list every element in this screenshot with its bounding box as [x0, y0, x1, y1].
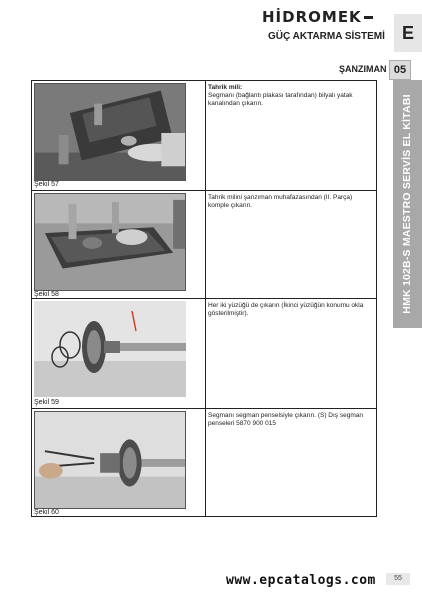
photo-figure-57 [34, 83, 186, 181]
section-letter-tab: E [394, 14, 422, 52]
step-text: Segmanı segman penselsiyle çıkarın. (S) Dış segman penseleri 5870 900 015 [208, 412, 363, 427]
page-number: 55 [386, 573, 410, 585]
table-row [32, 191, 376, 299]
table-row [32, 299, 376, 409]
watermark-url: www.epcatalogs.com [226, 573, 376, 588]
step-text: Tahrik milini şanzıman muhafazasından (II. Parça) komple çıkarın. [208, 194, 353, 209]
chapter-title: ŞANZIMAN [339, 64, 387, 74]
brand-dash-icon [364, 16, 373, 19]
section-title: GÜÇ AKTARMA SİSTEMİ [268, 31, 385, 42]
step-description [208, 194, 373, 210]
brand-name: HİDROMEK [262, 8, 362, 26]
table-row [32, 409, 376, 518]
step-text: Her iki yüzüğü de çıkarın (İkinci yüzüğün konumu okla gösterilmiştir). [208, 302, 364, 317]
brand-logo [262, 8, 373, 26]
photo-figure-58 [34, 193, 186, 291]
table-row [32, 81, 376, 191]
step-title: Tahrik mili: [208, 84, 243, 91]
figure-caption: Şekil 57 [34, 181, 59, 188]
figure-caption: Şekil 58 [34, 291, 59, 298]
photo-figure-59 [34, 301, 186, 397]
step-description [208, 302, 373, 318]
book-title-vertical: HMK 102B-S MAESTRO SERVİS EL KİTABI [401, 94, 413, 314]
photo-figure-60 [34, 411, 186, 509]
figure-caption: Şekil 60 [34, 509, 59, 516]
step-description [208, 412, 373, 428]
figure-caption: Şekil 59 [34, 399, 59, 406]
step-text: Segmanı (bağlantı plakası tarafından) bilyalı yatak kanalından çıkarın. [208, 92, 353, 107]
chapter-number: 05 [389, 60, 411, 80]
procedure-table [31, 80, 377, 517]
step-description [208, 84, 373, 108]
